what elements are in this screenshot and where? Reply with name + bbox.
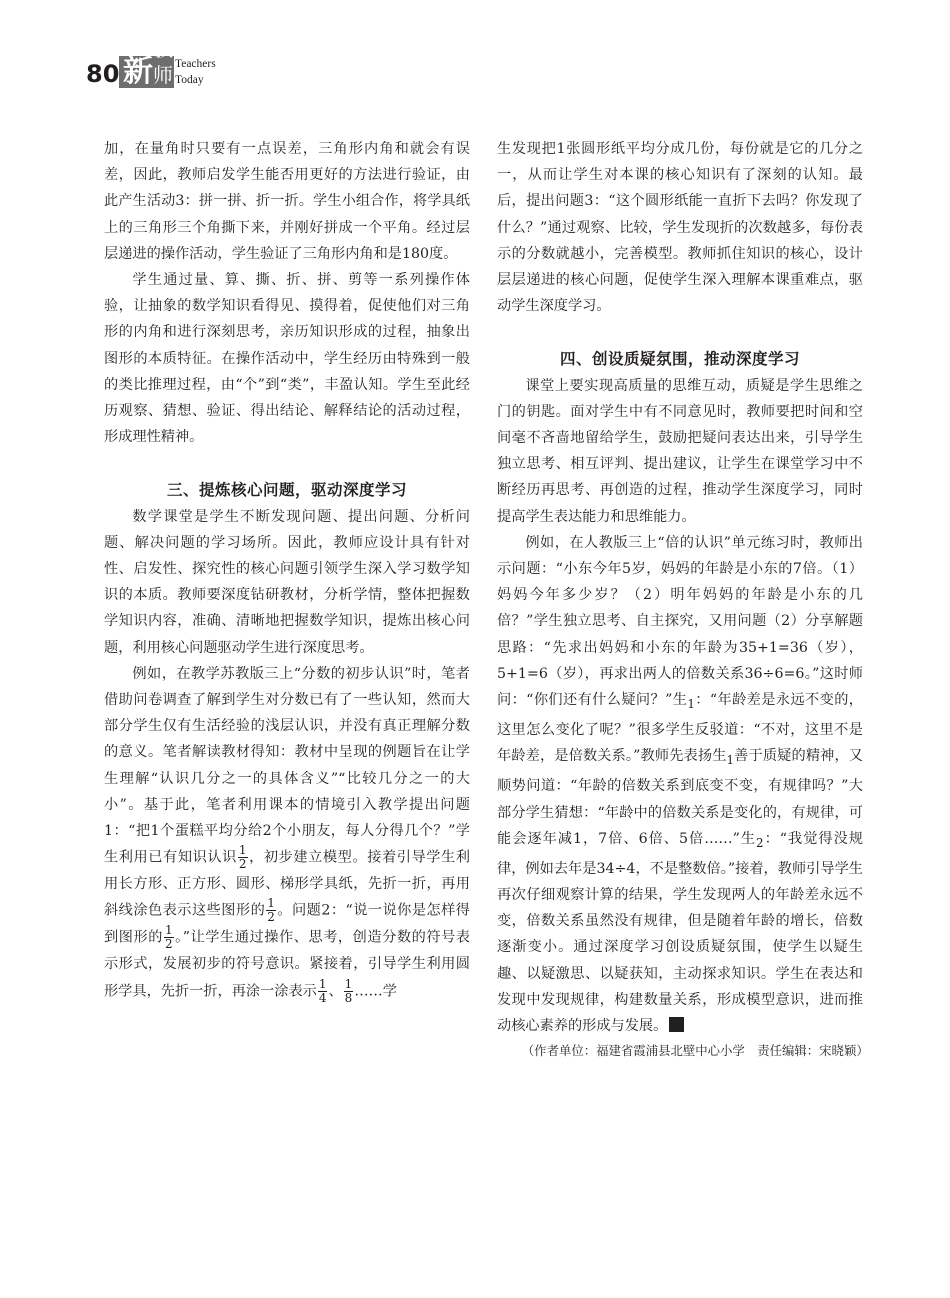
section-heading-4: 四、创设质疑氛围，推动深度学习 bbox=[559, 350, 800, 369]
logo-small-chars: 教师 bbox=[153, 37, 172, 87]
paragraph-example bbox=[497, 530, 863, 1039]
right-column bbox=[497, 136, 869, 1063]
fraction-one-half bbox=[266, 897, 276, 924]
numerator: 1 bbox=[318, 976, 327, 991]
fraction-one-half bbox=[164, 924, 174, 951]
text-run: ：“年龄差是永远不变的，这里怎么变化了呢？”很多学生反驳道：“不对，这里不是年龄差，是倍数关系。”教师先表扬生 bbox=[497, 692, 863, 765]
text-run: ……学 bbox=[354, 983, 397, 1000]
denominator: 2 bbox=[164, 937, 173, 952]
text-run: 。”让学生通过操作、思考，创造分数的符号表示形式，发展初步的符号意识。紧接着，引导学生利用圆形学具，先折一折，再涂一涂表示 bbox=[104, 929, 470, 1000]
paragraph: 数学课堂是学生不断发现问题、提出问题、分析问题、解决问题的学习场所。因此，教师应设计具有针对性、启发性、探究性的核心问题引领学生深入学习数学知识的本质。教师要深度钻研教材，分析学情，整体把握数学知识内容，准确、清晰地把握数学知识，提炼出核心问题，利用核心问题驱动学生进行深度思考。 bbox=[104, 508, 470, 656]
paragraph: 加，在量角时只要有一点误差，三角形内角和就会有误差，因此，教师启发学生能否用更好的方法进行验证，由此产生活动3：拼一拼、折一折。学生小组合作，将学具纸上的三角形三个角撕下来，并刚好拼成一个平角。经过层层递进的操作活动，学生验证了三角形内角和是180度。 bbox=[104, 141, 470, 262]
denominator: 8 bbox=[344, 990, 353, 1005]
logo-english: Teachers Today bbox=[175, 58, 216, 86]
subscript: 1 bbox=[726, 753, 735, 768]
paragraph: 学生通过量、算、撕、折、拼、剪等一系列操作体验，让抽象的数学知识看得见、摸得着，促使他们对三角形的内角和进行深刻思考，亲历知识形成的过程，抽象出图形的本质特征。在操作活动中，学生经历由特殊到一般的类比推理过程，由“个”到“类”，丰盈认知。学生至此经历观察、猜想、验证、得出结论、解释结论的活动过程，形成理性精神。 bbox=[104, 272, 470, 446]
subscript: 2 bbox=[756, 835, 764, 850]
separator: 、 bbox=[328, 983, 343, 1000]
fraction-one-eighth bbox=[344, 978, 354, 1005]
numerator: 1 bbox=[344, 976, 353, 991]
paragraph: 生发现把1张圆形纸平均分成几份，每份就是它的几分之一，从而让学生对本课的核心知识有了深刻的认知。最后，提出问题3：“这个圆形纸能一直折下去吗？你发现了什么？”通过观察、比较，学生发现折的次数越多，每份表示的分数就越小，完善模型。教师抓住知识的核心，设计层层递进的核心问题，促使学生深入理解本课重难点，驱动学生深度学习。 bbox=[497, 141, 863, 315]
left-column bbox=[104, 136, 470, 1005]
text-run: ：“我觉得没规律，例如去年是34÷4，不是整数倍。”接着，教师引导学生再次仔细观察计算的结果，学生发现两人的年龄差永远不变，倍数关系虽然没有规律，但是随着年龄的增长，倍数逐渐变小。通过深度学习创设质疑氛围，使学生以疑生趣、以疑激思、以疑获知，主动探求知识。学生在表达和发现中发现规律，构建数量关系，形成模型意识，进而推动核心素养的形成与发展。 bbox=[497, 830, 863, 1034]
denominator: 2 bbox=[238, 857, 247, 872]
magazine-logo bbox=[119, 37, 216, 89]
text-run: ，初步建立模型。接着引导学生利用长方形、正方形、圆形、梯形学具纸，先折一折，再用斜线涂色表示这些图形的 bbox=[104, 849, 470, 919]
numerator: 1 bbox=[164, 923, 173, 938]
section-heading-3: 三、提炼核心问题，驱动深度学习 bbox=[166, 481, 407, 500]
denominator: 4 bbox=[318, 990, 327, 1005]
numerator: 1 bbox=[267, 896, 275, 911]
subscript: 1 bbox=[687, 696, 695, 711]
page-number: 80 bbox=[86, 60, 120, 88]
author-note: （作者单位：福建省霞浦县北壁中心小学 责任编辑：宋晓颖） bbox=[521, 1043, 869, 1059]
text-run: 例如，在人教版三上“倍的认识”单元练习时，教师出示问题：“小东今年5岁，妈妈的年龄是小东的7倍。（1）妈妈今年多少岁？（2）明年妈妈的年龄是小东的几倍？”学生独立思考、自主探究，又用问题（2）分享解题思路：“先求出妈妈和小东的年龄为35+1=36（岁），5+1=6（岁），再求出两人的倍数关系36÷6=6。”这时师问：“你们还有什么疑问？”生 bbox=[497, 534, 863, 709]
denominator: 2 bbox=[267, 910, 275, 925]
text-run: 善于质疑的精神，又顺势问道：“年龄的倍数关系到底变不变，有规律吗？”大部分学生猜想：“年龄中的倍数关系是变化的，有规律，可能会逐年减1，7倍、6倍、5倍……”生 bbox=[497, 748, 863, 847]
numerator: 1 bbox=[238, 843, 247, 858]
text-run: 。问题2：“说一说你是怎样得到图形的 bbox=[104, 902, 470, 946]
text-run: 例如，在教学苏教版三上“分数的初步认识”时，笔者借助问卷调查了解到学生对分数已有了一些认知，然而大部分学生仅有生活经验的浅层认识，并没有真正理解分数的意义。笔者解读教材得知：教材中呈现的例题旨在让学生理解“认识几分之一的具体含义”“比较几分之一的大小”。基于此，笔者利用课本的情境引入教学提出问题1：“把1个蛋糕平均分给2个小朋友，每人分得几个？”学生利用已有知识认识 bbox=[104, 665, 470, 866]
logo-block bbox=[119, 37, 174, 89]
end-mark-icon bbox=[669, 1017, 684, 1032]
paragraph: 课堂上要实现高质量的思维互动，质疑是学生思维之门的钥匙。面对学生中有不同意见时，教师要把时间和空间毫不吝啬地留给学生，鼓励把疑问表达出来，引导学生独立思考、相互评判、提出建议，让学生在课堂学习中不断经历再思考、再创造的过程，推动学生深度学习，同时提高学生表达能力和思维能力。 bbox=[497, 377, 863, 525]
paragraph-fractions bbox=[104, 661, 470, 1005]
fraction-one-quarter bbox=[318, 978, 328, 1005]
fraction-one-half bbox=[238, 844, 248, 871]
logo-big-char: 新 bbox=[123, 54, 153, 89]
